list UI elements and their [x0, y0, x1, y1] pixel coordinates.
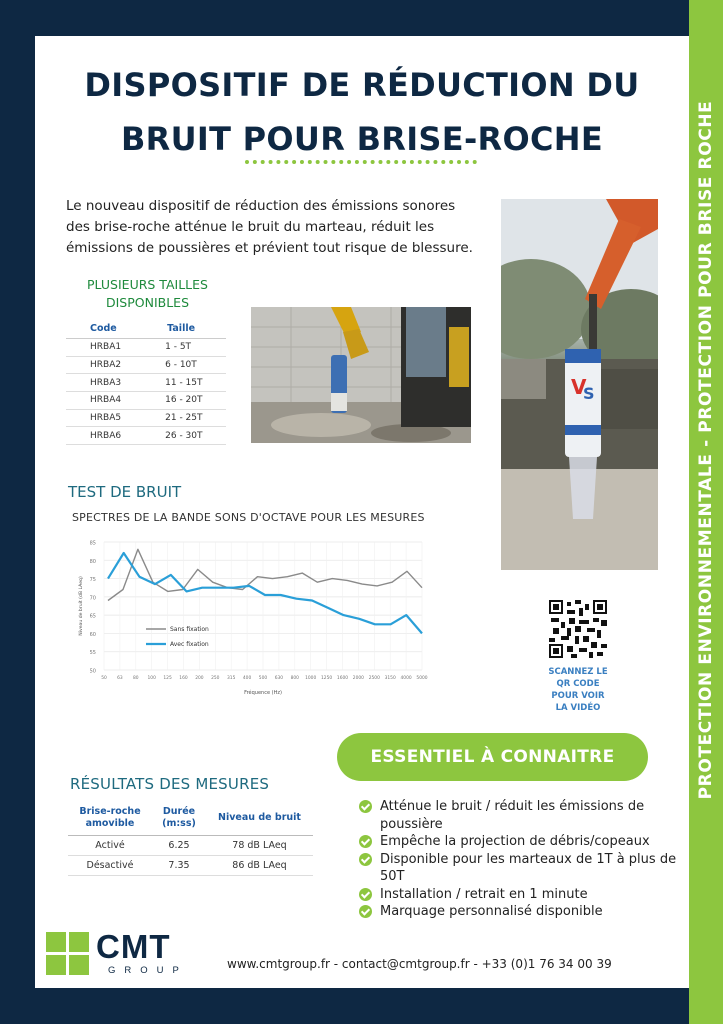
results-heading: RÉSULTATS DES MESURES — [70, 775, 270, 793]
check-circle-icon — [359, 905, 372, 918]
size-code: HRBA2 — [66, 356, 143, 374]
table-row — [68, 836, 313, 856]
size-range: 21 - 25T — [143, 409, 226, 427]
y-tick-label: 85 — [89, 540, 96, 547]
page-title — [35, 58, 689, 166]
result-level: 86 dB LAeq — [206, 856, 313, 876]
x-tick-label: 630 — [274, 676, 284, 681]
qr-caption-line-3: POUR VOIR — [551, 691, 605, 701]
results-table-header — [68, 803, 313, 836]
size-range: 26 - 30T — [143, 427, 226, 445]
results-col-duration: Durée (m:ss) — [152, 803, 206, 836]
logo-wordmark: CMT — [96, 928, 171, 965]
sizes-table — [66, 319, 226, 445]
x-tick-label: 160 — [179, 676, 188, 681]
test-heading: TEST DE BRUIT — [68, 483, 182, 501]
result-state: Désactivé — [68, 856, 152, 876]
x-tick-label: 125 — [163, 676, 172, 681]
legend-label: Sans fixation — [170, 626, 209, 633]
size-range: 11 - 15T — [143, 374, 226, 392]
list-item-text: Disponible pour les marteaux de 1T à plus de 50T — [380, 851, 677, 884]
qr-caption-line-4: LA VIDÉO — [555, 703, 601, 713]
table-row — [66, 427, 226, 445]
list-item-text: Atténue le bruit / réduit les émissions de poussière — [380, 799, 645, 832]
logo-squares-icon — [46, 932, 90, 976]
qr-caption-line-2: QR CODE — [556, 679, 600, 689]
check-circle-icon — [359, 800, 372, 813]
results-col-noise: Niveau de bruit — [206, 803, 313, 836]
x-tick-label: 50 — [101, 676, 107, 681]
table-row — [66, 392, 226, 410]
photo-excavator-arm — [501, 199, 658, 570]
y-tick-label: 75 — [89, 577, 96, 584]
x-tick-label: 250 — [211, 676, 220, 681]
legend-label: Avec fixation — [170, 641, 209, 648]
x-tick-label: 2500 — [368, 676, 380, 681]
check-circle-icon — [359, 835, 372, 848]
x-tick-label: 100 — [147, 676, 156, 681]
sizes-col-code: Code — [66, 319, 143, 339]
x-tick-label: 3150 — [384, 676, 396, 681]
list-item — [359, 851, 689, 886]
size-code: HRBA4 — [66, 392, 143, 410]
noise-chart-svg — [72, 534, 430, 702]
list-item-text: Installation / retrait en 1 minute — [380, 886, 588, 902]
table-row — [66, 409, 226, 427]
x-tick-label: 2000 — [352, 676, 364, 681]
x-tick-label: 63 — [117, 676, 123, 681]
qr-caption — [537, 666, 619, 714]
results-table — [68, 803, 313, 876]
y-axis-label: Niveau de bruit (dB LAeq) — [79, 576, 84, 636]
y-tick-label: 50 — [89, 668, 96, 675]
results-col-breaker: Brise-roche amovible — [68, 803, 152, 836]
table-row — [68, 856, 313, 876]
x-tick-label: 4000 — [400, 676, 412, 681]
x-tick-label: 1600 — [336, 676, 349, 681]
chart-subtitle: SPECTRES DE LA BANDE SONS D'OCTAVE POUR LES MESURES — [72, 511, 425, 524]
logo-group-text: GROUP — [108, 965, 188, 976]
document-page — [35, 36, 689, 988]
title-line-2: BRUIT POUR BRISE-ROCHE — [120, 120, 603, 158]
list-item — [359, 833, 689, 851]
x-tick-label: 500 — [258, 676, 268, 681]
x-tick-label: 200 — [195, 676, 204, 681]
table-row — [66, 374, 226, 392]
x-axis-label: Fréquence (Hz) — [244, 690, 282, 696]
check-circle-icon — [359, 888, 372, 901]
essentials-checklist — [359, 798, 689, 921]
size-range: 16 - 20T — [143, 392, 226, 410]
svg-text:V: V — [571, 375, 587, 399]
x-tick-label: 80 — [133, 676, 139, 681]
sizes-heading-line-1: PLUSIEURS TAILLES — [87, 277, 208, 292]
photo-excavator-wall — [251, 307, 471, 443]
result-state: Activé — [68, 836, 152, 856]
svg-text:S: S — [583, 384, 595, 403]
list-item — [359, 903, 689, 921]
sizes-table-header — [66, 319, 226, 339]
result-duration: 6.25 — [152, 836, 206, 856]
x-tick-label: 1000 — [305, 676, 317, 681]
y-tick-label: 55 — [89, 650, 96, 657]
x-tick-label: 1250 — [321, 676, 333, 681]
footer-contact: www.cmtgroup.fr - contact@cmtgroup.fr - +33 (0)1 76 34 00 39 — [227, 957, 612, 971]
y-tick-label: 80 — [89, 558, 96, 565]
qr-caption-line-1: SCANNEZ LE — [548, 667, 608, 677]
sizes-heading-line-2: DISPONIBLES — [105, 295, 190, 310]
check-circle-icon — [359, 853, 372, 866]
cmt-group-logo — [46, 928, 192, 980]
qr-code[interactable] — [549, 600, 607, 658]
x-tick-label: 800 — [290, 676, 299, 681]
table-row — [66, 356, 226, 374]
y-tick-label: 65 — [89, 613, 96, 620]
size-range: 6 - 10T — [143, 356, 226, 374]
list-item-text: Empêche la projection de débris/copeaux — [380, 834, 650, 849]
title-divider — [245, 160, 477, 164]
intro-paragraph: Le nouveau dispositif de réduction des émissions sonores des brise-roche atténue le bruit du marteau, réduit les émissions de poussières et prévient tout risque de blessure. — [66, 198, 473, 256]
result-level: 78 dB LAeq — [206, 836, 313, 856]
table-row — [66, 339, 226, 357]
x-tick-label: 315 — [227, 676, 236, 681]
list-item — [359, 798, 689, 833]
x-tick-label: 5000 — [416, 676, 428, 681]
noise-chart — [72, 534, 430, 702]
x-tick-label: 400 — [242, 676, 252, 681]
essentiel-banner: ESSENTIEL À CONNAITRE — [337, 733, 648, 781]
y-tick-label: 70 — [89, 595, 96, 602]
result-duration: 7.35 — [152, 856, 206, 876]
list-item-text: Marquage personnalisé disponible — [380, 904, 603, 919]
y-tick-label: 60 — [89, 631, 96, 638]
size-code: HRBA6 — [66, 427, 143, 445]
sizes-col-size: Taille — [143, 319, 226, 339]
title-line-1: DISPOSITIF DE RÉDUCTION DU — [84, 66, 640, 104]
size-range: 1 - 5T — [143, 339, 226, 357]
size-code: HRBA5 — [66, 409, 143, 427]
sidebar-vertical-title: PROTECTION ENVIRONNEMENTALE - PROTECTION POUR BRISE ROCHE — [696, 100, 716, 800]
sizes-heading — [75, 276, 220, 312]
size-code: HRBA1 — [66, 339, 143, 357]
list-item — [359, 886, 689, 904]
size-code: HRBA3 — [66, 374, 143, 392]
